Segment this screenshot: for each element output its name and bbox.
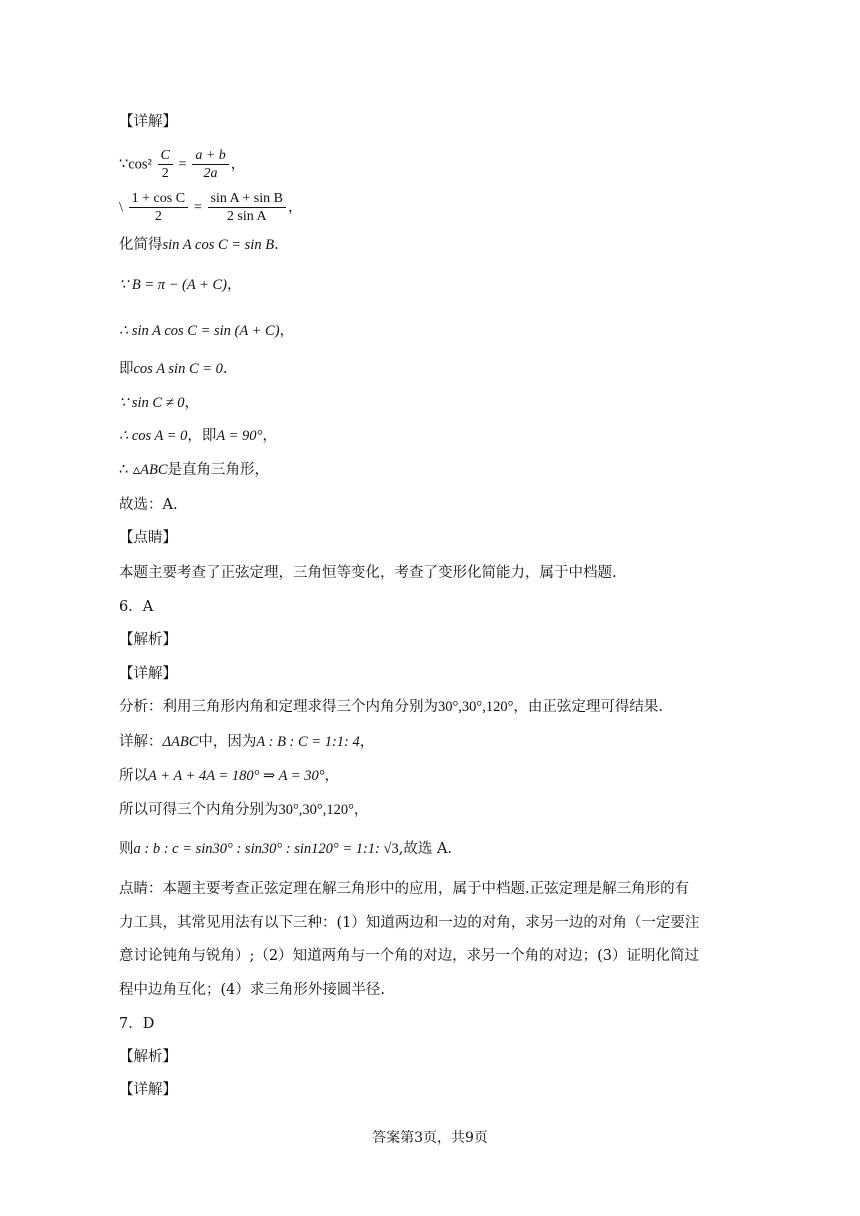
q6-analysis-heading: 【解析】 (119, 632, 177, 648)
text-line-simplify: 化简得sin A cos C = sin B. (119, 237, 279, 253)
q7-detail-heading: 【详解】 (119, 1082, 177, 1098)
formula-line-2: \ $\frac{\text{1 + cos C}}{2}$ = $\frac{\text{sin A + sin B}}{\text{2 sin A}}$ ， (119, 191, 303, 224)
text-line-choice: 故选：A. (119, 497, 178, 513)
q6-comment-line-2: 力工具，其常见用法有以下三种：(1）知道两边和一边的对角，求另一边的对角（一定要注 (119, 915, 700, 931)
q6-detail-text: 详解：ΔABC中，因为A : B : C = 1:1: 4， (119, 734, 375, 750)
q7-analysis-heading: 【解析】 (119, 1049, 177, 1065)
formula-line-5: ∴ sin A cos C = sin (A + C)， (119, 323, 295, 339)
q6-detail-heading: 【详解】 (119, 666, 177, 682)
formula-line-7: ∵ sin C ≠ 0， (119, 395, 200, 411)
section-heading-comment: 【点睛】 (119, 530, 177, 546)
formula-line-8: ∴ cos A = 0，即A = 90°， (119, 428, 277, 444)
sqrt-3: √3 (383, 841, 399, 857)
q6-angles: 所以可得三个内角分别为30°,30°,120°， (119, 802, 369, 818)
comment-text: 本题主要考查了正弦定理，三角恒等变化，考查了变形化简能力，属于中档题. (119, 565, 617, 581)
section-heading-detail: 【详解】 (119, 114, 177, 130)
q6-angle-sum: 所以A + A + 4A = 180° ⇒ A = 30°， (119, 768, 339, 784)
formula-line-1: ∵cos² $\frac{C}{2}$ = $\frac{a + b}{2a}$ ， (119, 148, 246, 181)
q6-ratio: 则a : b : c = sin30° : sin30° : sin120° = 1:1: √3,故选 A. (119, 841, 453, 857)
q6-comment-line-3: 意讨论钝角与锐角）;（2）知道两角与一个角的对边，求另一个角的对边；(3）证明化简过 (119, 948, 699, 964)
q6-comment-line-4: 程中边角互化；(4）求三角形外接圆半径. (119, 982, 385, 998)
formula-line-4: ∵ B = π − (A + C)， (119, 277, 242, 293)
page-footer: 答案第3页，共9页 (372, 1130, 488, 1146)
answer-6: 6．A (119, 599, 154, 615)
formula-line-6: 即cos A sin C = 0. (119, 361, 228, 377)
answer-7: 7．D (119, 1016, 155, 1032)
q6-analysis-text: 分析：利用三角形内角和定理求得三个内角分别为30°,30°,120°，由正弦定理可得结果. (119, 699, 664, 715)
q6-comment-line-1: 点睛：本题主要考查正弦定理在解三角形中的应用，属于中档题.正弦定理是解三角形的有 (119, 881, 690, 897)
text-line-right-triangle: ∴ ▵ABC是直角三角形， (119, 462, 270, 478)
